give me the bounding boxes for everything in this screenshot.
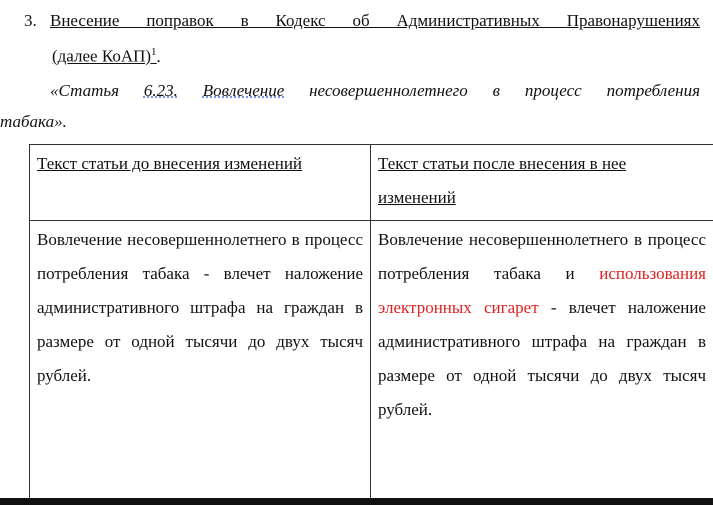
header-before [30, 145, 371, 221]
section-title-line2-wrap [52, 37, 161, 72]
section-number: 3. [24, 11, 37, 30]
table-header-row [30, 145, 713, 221]
header-after-label-line2: изменений [378, 188, 456, 207]
cell-after-text [371, 221, 713, 505]
footnote-marker[interactable]: 1 [151, 46, 157, 58]
comparison-table [29, 144, 713, 505]
header-after-label-line1: Текст статьи после внесения в нее [378, 154, 627, 173]
section-heading [24, 6, 700, 36]
after-text-highlight: использования электронных сигарет [378, 264, 706, 317]
bottom-border [0, 498, 713, 505]
table-row [30, 221, 713, 505]
quote-rest: несовершеннолетнего в процесс потребления [284, 81, 701, 100]
after-text-part1: Вовлечение несовершеннолетнего в процесс потребления табака и [378, 230, 706, 283]
title-period: . [156, 46, 161, 66]
article-number: 6.23. [143, 81, 178, 100]
article-quote-line1 [50, 76, 700, 106]
after-text-part2: - влечет наложение административного штрафа на граждан в размере от одной тысячи до двух тысяч рублей. [378, 298, 706, 419]
cell-before-text: Вовлечение несовершеннолетнего в процесс потребления табака - влечет наложение административного штрафа на граждан в размере от одной тысячи до двух тысяч рублей. [30, 221, 371, 505]
section-title-line2: (далее КоАП) [52, 46, 152, 66]
header-after [371, 145, 713, 221]
article-quote-line2: табака». [0, 112, 67, 131]
quote-open: «Статья [50, 81, 144, 100]
header-before-label: Текст статьи до внесения изменений [37, 154, 303, 173]
section-title-line1: Внесение поправок в Кодекс об Административных Правонарушениях [50, 11, 700, 30]
article-word: Вовлечение [202, 81, 285, 100]
